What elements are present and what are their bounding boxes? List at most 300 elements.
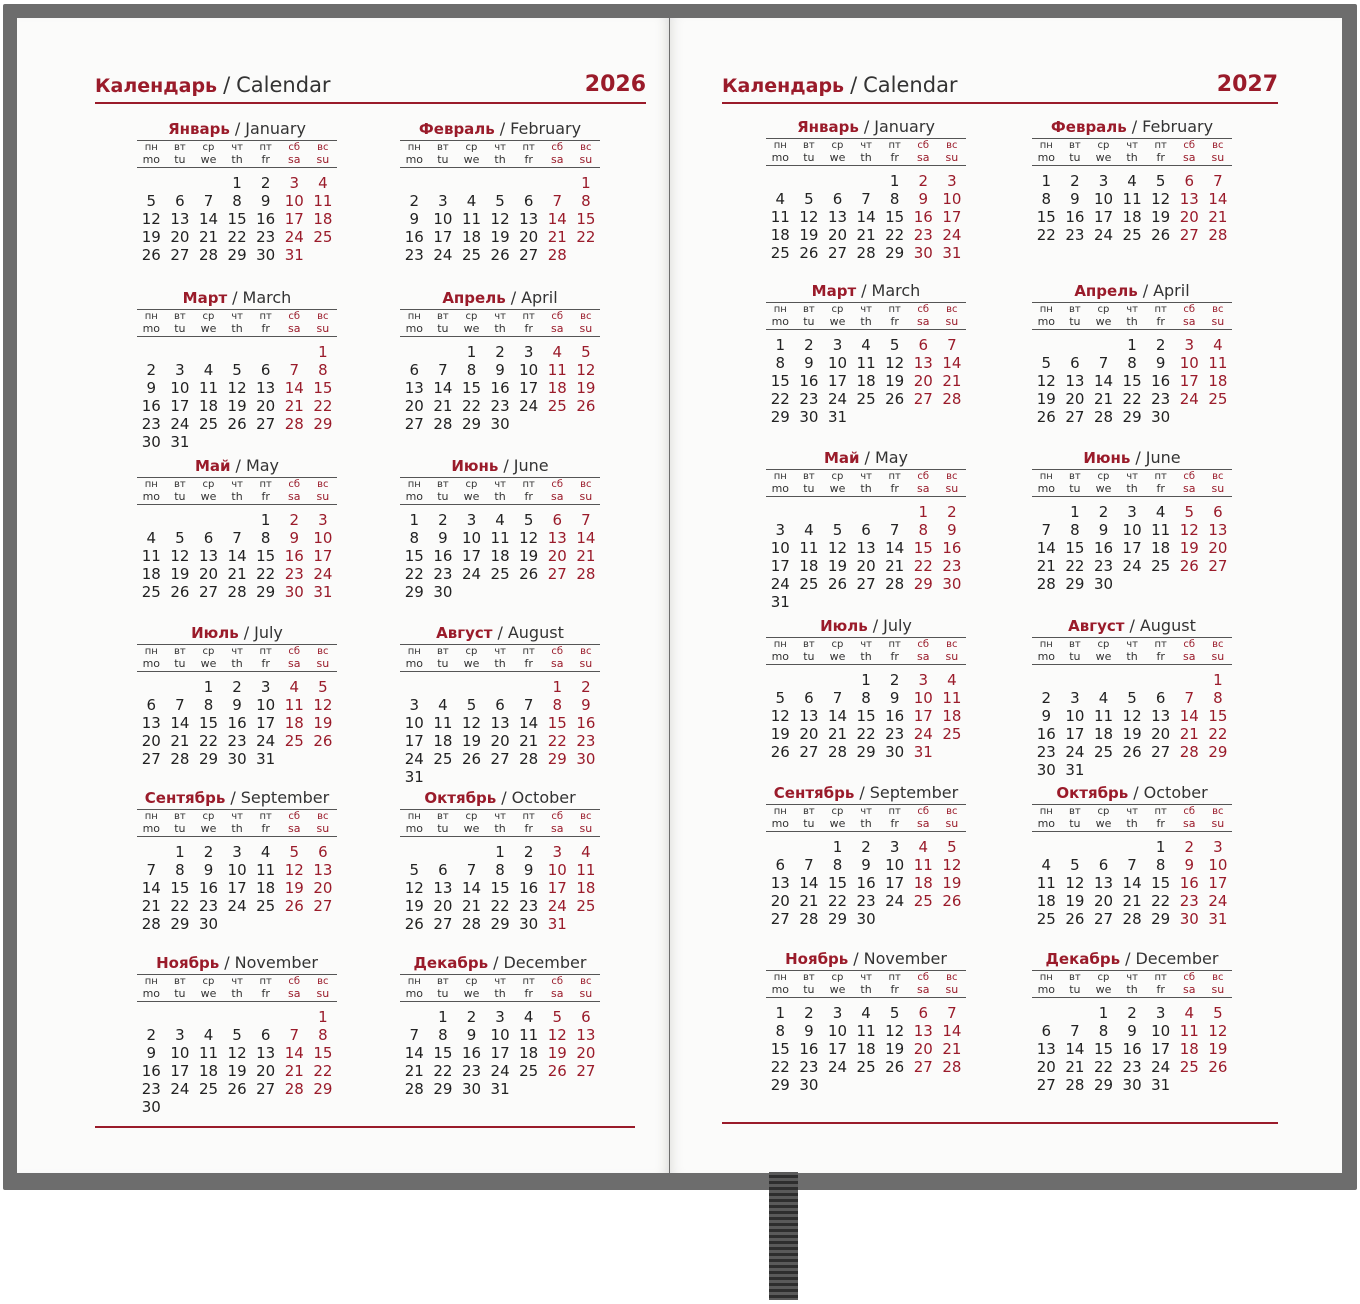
month-name-ru: Декабрь [413, 954, 489, 972]
day-cell: 2 [947, 503, 957, 521]
weekday-ru: чт [860, 806, 872, 817]
day-cell: 12 [799, 208, 819, 226]
weekday-en: sa [288, 822, 301, 835]
weekday-label [194, 645, 223, 671]
day-cell: 9 [804, 354, 814, 372]
weekday-ru: ср [202, 142, 215, 153]
day-cell: 12 [313, 696, 333, 714]
day-cell: 10 [490, 1026, 510, 1044]
day-cell: 2 [804, 1004, 814, 1022]
day-cell: 21 [942, 372, 962, 390]
weekday-ru: пн [1039, 304, 1053, 315]
day-cell: 17 [1093, 208, 1114, 226]
weekday-ru: ср [465, 811, 478, 822]
weekday-label [309, 478, 338, 504]
weekday-label [486, 810, 515, 836]
day-cell: 3 [409, 696, 420, 714]
weekday-en: fr [890, 817, 899, 830]
weekday-label [400, 141, 429, 167]
weekday-en: mo [405, 322, 424, 335]
weekday-en: sa [1183, 817, 1196, 830]
weekday-label [194, 975, 223, 1001]
weekday-en: sa [551, 153, 564, 166]
weekday-header [1032, 970, 1232, 998]
weekday-ru: ср [465, 142, 478, 153]
weekday-ru: сб [917, 806, 930, 817]
weekday-label [880, 971, 909, 997]
day-cell: 6 [260, 361, 271, 379]
weekday-en: we [463, 490, 480, 503]
day-cell: 6 [495, 696, 505, 714]
day-cell: 30 [576, 750, 596, 768]
day-cell: 1 [232, 174, 242, 192]
day-cell: 13 [1208, 521, 1228, 539]
weekday-label [429, 478, 458, 504]
empty-cell [795, 671, 824, 689]
day-cell: 24 [404, 750, 424, 768]
day-cell: 24 [170, 1080, 190, 1098]
days-grid [137, 1008, 337, 1116]
weekday-ru: пт [522, 811, 535, 822]
weekday-en: mo [405, 153, 424, 166]
day-cell: 3 [1184, 336, 1195, 354]
day-cell: 25 [1151, 557, 1171, 575]
day-cell: 2 [232, 678, 242, 696]
day-cell: 15 [433, 1044, 453, 1062]
weekday-ru: пт [888, 471, 901, 482]
day-cell: 30 [1122, 1076, 1142, 1094]
day-cell: 21 [942, 1040, 962, 1058]
weekday-en: mo [771, 315, 790, 328]
empty-cell [400, 1008, 429, 1026]
day-cell: 20 [770, 892, 790, 910]
day-cell: 2 [466, 1008, 477, 1026]
days-grid [400, 843, 600, 933]
weekday-label [1061, 638, 1090, 664]
day-cell: 5 [318, 678, 328, 696]
empty-cell [194, 343, 223, 361]
day-cell: 5 [581, 343, 591, 361]
day-cell: 1 [203, 678, 214, 696]
weekday-en: sa [288, 153, 301, 166]
weekday-header [1032, 469, 1232, 497]
day-cell: 27 [913, 390, 933, 408]
day-cell: 23 [227, 732, 247, 750]
day-cell: 18 [547, 379, 567, 397]
day-cell: 25 [313, 228, 333, 246]
month-separator: / [234, 119, 241, 138]
day-cell: 22 [1065, 557, 1085, 575]
day-cell: 7 [466, 861, 477, 879]
empty-cell [194, 511, 223, 529]
weekday-en: mo [771, 817, 790, 830]
day-cell: 3 [289, 174, 300, 192]
weekday-ru: вс [1212, 140, 1224, 151]
day-cell: 2 [495, 343, 505, 361]
weekday-label [852, 638, 881, 664]
day-cell: 3 [552, 843, 563, 861]
day-cell: 19 [1208, 1040, 1228, 1058]
day-cell: 12 [1036, 372, 1056, 390]
month-name-en: February [510, 119, 582, 138]
weekday-ru: вс [580, 311, 592, 322]
weekday-ru: сб [1183, 140, 1196, 151]
weekday-en: mo [771, 983, 790, 996]
weekday-en: sa [1183, 315, 1196, 328]
day-cell: 6 [318, 843, 328, 861]
day-cell: 14 [198, 210, 219, 228]
day-cell: 21 [1093, 390, 1114, 408]
day-cell: 20 [256, 1062, 276, 1080]
day-cell: 6 [804, 689, 814, 707]
day-cell: 1 [581, 174, 591, 192]
weekday-en: su [945, 983, 959, 996]
weekday-header [137, 309, 337, 337]
weekday-label [572, 810, 601, 836]
day-cell: 14 [547, 210, 567, 228]
day-cell: 7 [1184, 689, 1195, 707]
day-cell: 20 [827, 226, 848, 244]
weekday-label [166, 478, 195, 504]
weekday-label [251, 975, 280, 1001]
day-cell: 12 [141, 210, 161, 228]
day-cell: 1 [318, 343, 328, 361]
weekday-en: th [1126, 650, 1138, 663]
weekday-label [852, 470, 881, 496]
weekday-ru: чт [231, 811, 243, 822]
weekday-ru: чт [494, 976, 506, 987]
day-cell: 14 [433, 379, 453, 397]
weekday-ru: пт [888, 140, 901, 151]
day-cell: 29 [313, 415, 333, 433]
empty-cell [1061, 838, 1090, 856]
empty-cell [1089, 671, 1118, 689]
weekday-ru: вт [437, 976, 449, 987]
weekday-label [280, 975, 309, 1001]
day-cell: 20 [1065, 390, 1085, 408]
month-name-en: March [871, 281, 921, 300]
weekday-label [909, 638, 938, 664]
weekday-label [909, 971, 938, 997]
weekday-en: sa [917, 315, 930, 328]
day-cell: 2 [1070, 172, 1080, 190]
day-cell: 6 [438, 861, 448, 879]
weekday-ru: пн [144, 479, 158, 490]
day-cell: 19 [284, 879, 304, 897]
day-cell: 13 [404, 379, 424, 397]
day-cell: 27 [770, 910, 790, 928]
weekday-label [543, 478, 572, 504]
month-name-en: September [240, 788, 330, 807]
weekday-label [457, 810, 486, 836]
day-cell: 7 [175, 696, 185, 714]
day-cell: 10 [885, 856, 905, 874]
header-title-ru: Календарь [722, 75, 845, 97]
day-cell: 10 [404, 714, 424, 732]
day-cell: 11 [284, 696, 304, 714]
day-cell: 8 [775, 1022, 786, 1040]
day-cell: 29 [313, 1080, 333, 1098]
weekday-ru: пт [888, 304, 901, 315]
weekday-ru: чт [1126, 972, 1138, 983]
day-cell: 11 [1122, 190, 1142, 208]
weekday-label [938, 303, 967, 329]
month-separator: / [510, 288, 517, 307]
day-cell: 11 [198, 379, 219, 397]
day-cell: 5 [466, 696, 477, 714]
day-cell: 26 [227, 1080, 247, 1098]
day-cell: 4 [318, 174, 328, 192]
day-cell: 19 [227, 1062, 247, 1080]
day-cell: 28 [942, 1058, 962, 1076]
day-cell: 4 [1213, 336, 1223, 354]
day-cell: 13 [313, 861, 333, 879]
weekday-label [795, 971, 824, 997]
weekday-en: mo [142, 322, 161, 335]
month-name-ru: Октябрь [1056, 784, 1129, 802]
day-cell: 7 [1213, 172, 1223, 190]
day-cell: 21 [799, 892, 819, 910]
weekday-ru: пт [1154, 972, 1167, 983]
day-cell: 19 [576, 379, 596, 397]
day-cell: 25 [461, 246, 482, 264]
day-cell: 16 [198, 879, 219, 897]
weekday-label [251, 645, 280, 671]
month-separator: / [235, 456, 241, 475]
month-name-en: May [245, 456, 280, 475]
day-cell: 21 [1208, 208, 1228, 226]
weekday-en: th [1126, 151, 1138, 164]
day-cell: 21 [284, 397, 304, 415]
day-cell: 8 [409, 529, 420, 547]
weekday-en: sa [917, 650, 930, 663]
day-cell: 9 [523, 861, 534, 879]
day-cell: 2 [409, 192, 420, 210]
weekday-ru: чт [231, 976, 243, 987]
day-cell: 14 [284, 1044, 304, 1062]
month-separator: / [224, 953, 230, 972]
weekday-en: th [231, 987, 243, 1000]
empty-cell [823, 172, 852, 190]
day-cell: 22 [198, 732, 219, 750]
day-cell: 7 [889, 521, 900, 539]
day-cell: 4 [438, 696, 448, 714]
day-cell: 30 [519, 915, 539, 933]
day-cell: 6 [552, 511, 563, 529]
weekday-ru: чт [1126, 806, 1138, 817]
day-cell: 7 [409, 1026, 420, 1044]
day-cell: 6 [409, 361, 420, 379]
empty-cell [194, 174, 223, 192]
weekday-ru: пн [773, 639, 787, 650]
day-cell: 19 [1065, 892, 1085, 910]
day-cell: 14 [1093, 372, 1114, 390]
day-cell: 21 [461, 897, 482, 915]
day-cell: 21 [576, 547, 596, 565]
weekday-en: su [945, 151, 959, 164]
day-cell: 17 [227, 879, 247, 897]
day-cell: 25 [770, 244, 790, 262]
day-cell: 27 [913, 1058, 933, 1076]
weekday-label [280, 478, 309, 504]
empty-cell [166, 511, 195, 529]
weekday-label [909, 470, 938, 496]
day-cell: 15 [198, 714, 219, 732]
weekday-label [1146, 638, 1175, 664]
weekday-en: tu [437, 322, 449, 335]
day-cell: 11 [1151, 521, 1171, 539]
day-cell: 6 [918, 1004, 929, 1022]
day-cell: 15 [547, 714, 567, 732]
month-block [137, 118, 337, 264]
day-cell: 23 [1122, 1058, 1142, 1076]
weekday-en: fr [524, 490, 533, 503]
weekday-label [251, 810, 280, 836]
day-cell: 3 [832, 336, 843, 354]
weekday-label [429, 141, 458, 167]
day-cell: 6 [1155, 689, 1166, 707]
weekday-ru: ср [465, 479, 478, 490]
weekday-label [137, 310, 166, 336]
empty-cell [457, 174, 486, 192]
weekday-label [1032, 638, 1061, 664]
empty-cell [457, 843, 486, 861]
weekday-ru: сб [288, 311, 301, 322]
weekday-en: su [579, 987, 593, 1000]
day-cell: 23 [856, 892, 876, 910]
weekday-en: fr [524, 153, 533, 166]
day-cell: 13 [198, 547, 219, 565]
day-cell: 15 [770, 1040, 790, 1058]
weekday-label [938, 638, 967, 664]
month-name-ru: Август [436, 624, 493, 642]
day-cell: 31 [770, 593, 790, 611]
month-separator: / [863, 117, 870, 136]
day-cell: 22 [1208, 725, 1228, 743]
weekday-ru: вс [1212, 639, 1224, 650]
day-cell: 17 [490, 1044, 510, 1062]
month-name-ru: Январь [797, 118, 859, 136]
weekday-en: mo [771, 482, 790, 495]
weekday-label [938, 805, 967, 831]
weekday-en: th [1126, 817, 1138, 830]
weekday-ru: сб [551, 811, 564, 822]
weekday-label [514, 975, 543, 1001]
day-cell: 5 [775, 689, 786, 707]
day-cell: 3 [889, 838, 900, 856]
weekday-ru: вс [1212, 471, 1224, 482]
day-cell: 31 [404, 768, 424, 786]
day-cell: 5 [495, 192, 505, 210]
day-cell: 5 [1184, 503, 1195, 521]
weekday-ru: сб [288, 479, 301, 490]
day-cell: 23 [1065, 226, 1085, 244]
day-cell: 8 [495, 861, 505, 879]
weekday-en: tu [437, 153, 449, 166]
empty-cell [137, 174, 166, 192]
empty-cell [223, 343, 252, 361]
day-cell: 6 [146, 696, 157, 714]
day-cell: 6 [581, 1008, 591, 1026]
weekday-ru: вт [803, 806, 815, 817]
day-cell: 22 [547, 732, 567, 750]
weekday-ru: вт [803, 972, 815, 983]
day-cell: 17 [1179, 372, 1199, 390]
day-cell: 27 [1036, 1076, 1056, 1094]
day-cell: 28 [227, 583, 247, 601]
day-cell: 9 [289, 529, 300, 547]
month-name-en: June [513, 456, 549, 475]
weekday-ru: пт [259, 976, 272, 987]
weekday-label [309, 141, 338, 167]
day-cell: 19 [404, 897, 424, 915]
month-name-ru: Август [1068, 617, 1125, 635]
day-cell: 29 [913, 575, 933, 593]
weekday-label [1204, 805, 1233, 831]
month-name-en: May [874, 448, 909, 467]
weekday-en: mo [1037, 315, 1056, 328]
day-cell: 19 [461, 732, 482, 750]
day-cell: 24 [827, 1058, 848, 1076]
month-separator: / [864, 448, 870, 467]
month-name-en: October [511, 788, 576, 807]
day-cell: 8 [1213, 689, 1223, 707]
day-cell: 20 [1036, 1058, 1056, 1076]
day-cell: 8 [232, 192, 242, 210]
day-cell: 13 [770, 874, 790, 892]
month-block [766, 948, 966, 1094]
days-grid [766, 838, 966, 928]
day-cell: 10 [170, 1044, 190, 1062]
weekday-en: sa [551, 822, 564, 835]
day-cell: 12 [461, 714, 482, 732]
day-cell: 15 [856, 707, 876, 725]
day-cell: 25 [856, 1058, 876, 1076]
day-cell: 26 [1122, 743, 1142, 761]
weekday-ru: чт [494, 142, 506, 153]
day-cell: 29 [170, 915, 190, 933]
month-name-en: June [1145, 448, 1181, 467]
month-separator: / [1129, 616, 1135, 635]
month-block [1032, 615, 1232, 779]
weekday-en: su [945, 650, 959, 663]
day-cell: 10 [1065, 707, 1085, 725]
weekday-ru: пт [522, 646, 535, 657]
month-name-ru: Сентябрь [144, 789, 226, 807]
empty-cell [223, 511, 252, 529]
empty-cell [280, 343, 309, 361]
weekday-en: fr [261, 987, 270, 1000]
day-cell: 13 [141, 714, 161, 732]
weekday-en: sa [1183, 151, 1196, 164]
day-cell: 9 [1127, 1022, 1137, 1040]
day-cell: 16 [433, 547, 453, 565]
weekday-en: sa [288, 322, 301, 335]
weekday-header [137, 644, 337, 672]
weekday-en: su [316, 490, 330, 503]
weekday-label [1118, 470, 1147, 496]
weekday-label [909, 805, 938, 831]
day-cell: 8 [438, 1026, 448, 1044]
day-cell: 20 [256, 397, 276, 415]
day-cell: 4 [581, 843, 591, 861]
day-cell: 15 [1151, 874, 1171, 892]
day-cell: 16 [284, 547, 304, 565]
day-cell: 26 [141, 246, 161, 264]
weekday-ru: пн [407, 646, 421, 657]
weekday-header [400, 477, 600, 505]
day-cell: 7 [1098, 354, 1109, 372]
